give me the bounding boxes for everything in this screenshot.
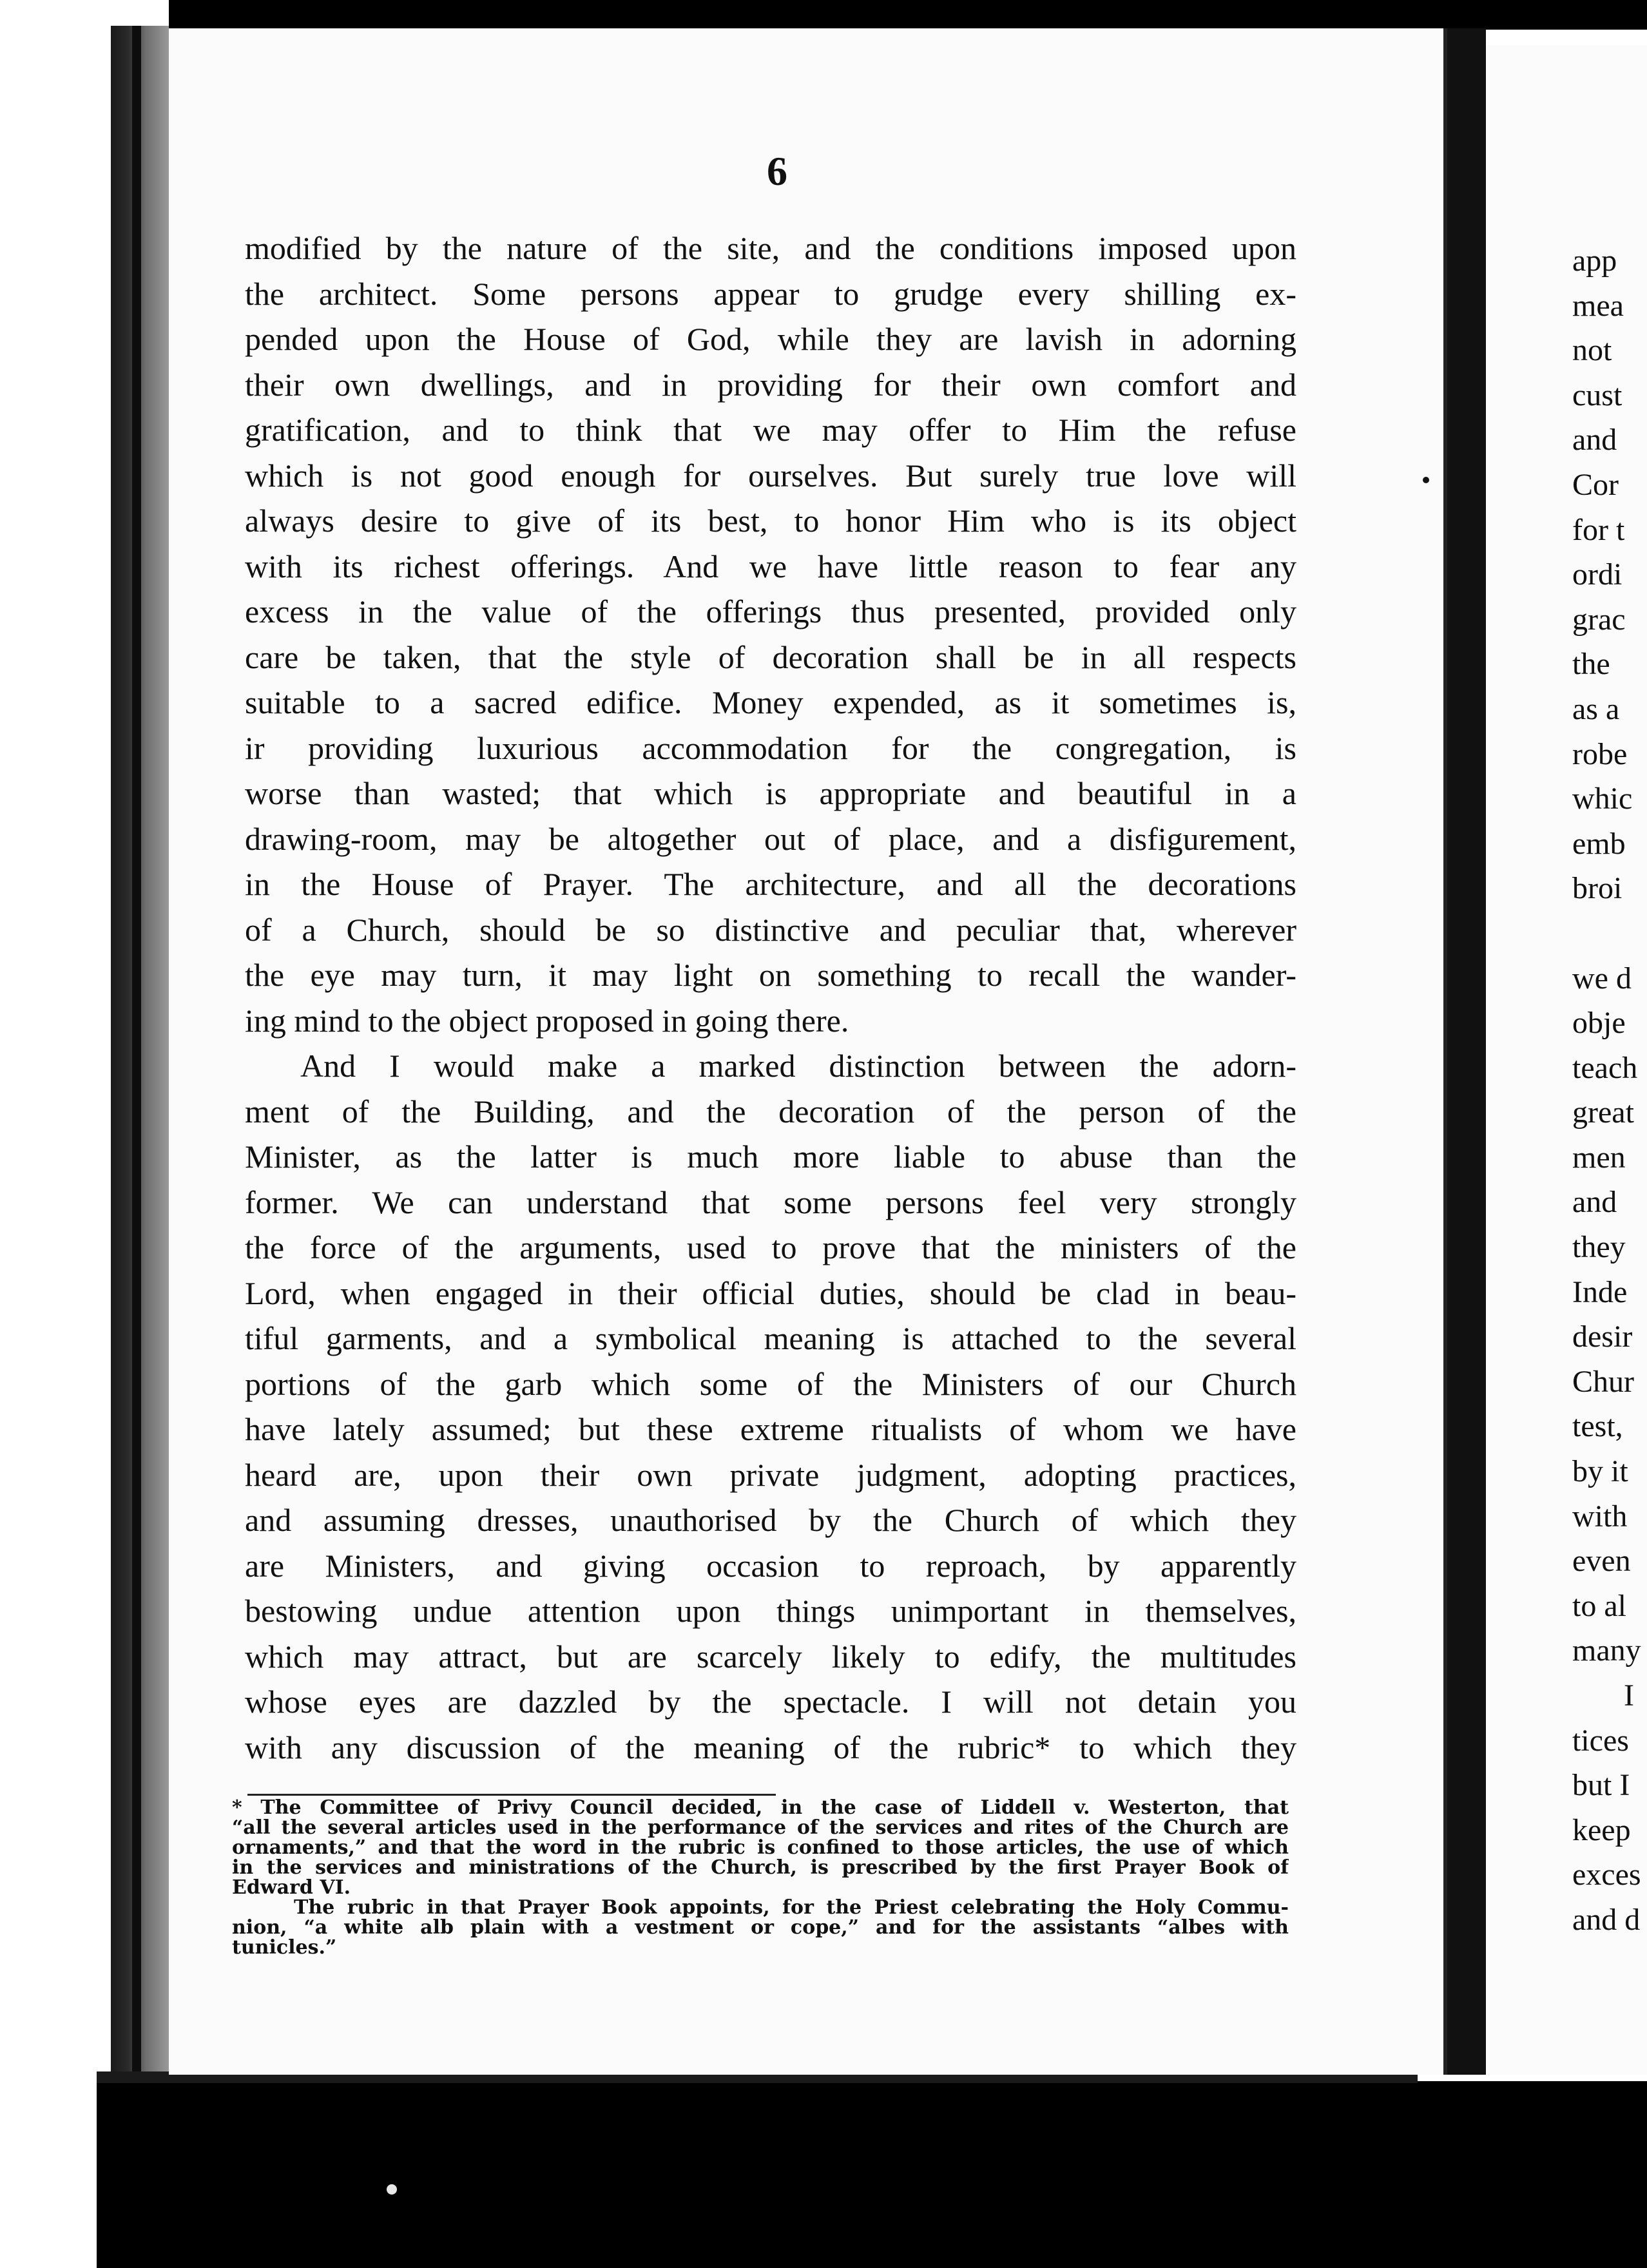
footnote-line: tunicles.” — [232, 1937, 337, 1957]
text-line: and assuming dresses, unauthorised by the Church of which they — [245, 1502, 1296, 1538]
text-line: ing mind to the object proposed in going there. — [245, 1002, 849, 1039]
facing-line: mea — [1572, 288, 1624, 323]
text-line: are Ministers, and giving occasion to reproach, by apparently — [245, 1547, 1296, 1584]
text-line: former. We can understand that some persons feel very strongly — [245, 1184, 1296, 1220]
scan-bottom-border — [97, 2081, 1647, 2268]
facing-line: we d — [1572, 961, 1632, 995]
facing-line: Cor — [1572, 467, 1619, 502]
facing-line: test, — [1572, 1409, 1623, 1444]
facing-line: I — [1624, 1678, 1634, 1713]
text-line: have lately assumed; but these extreme ritualists of whom we have — [245, 1411, 1296, 1447]
facing-line: emb — [1572, 826, 1626, 861]
footnote-line: The rubric in that Prayer Book appoints, for the Priest celebrating the Holy Commu- — [294, 1898, 1289, 1917]
text-line: ment of the Building, and the decoration of the person of the — [245, 1093, 1296, 1129]
facing-line: tices — [1572, 1723, 1629, 1758]
facing-line — [1572, 911, 1647, 956]
text-line: portions of the garb which some of the Ministers of our Church — [245, 1365, 1296, 1402]
facing-line: Chur — [1572, 1364, 1634, 1399]
facing-line: app — [1572, 244, 1617, 278]
margin-mark — [1423, 477, 1429, 483]
text-line: with its richest offerings. And we have little reason to fear any — [245, 548, 1296, 584]
facing-line: many — [1572, 1633, 1641, 1668]
text-line: worse than wasted; that which is appropriate and beautiful in a — [245, 775, 1296, 811]
text-line: ir providing luxurious accommodation for the congregation, is — [245, 729, 1296, 766]
scan-top-border — [169, 0, 1647, 30]
page-gutter — [1447, 28, 1486, 2075]
facing-line: as a — [1572, 691, 1620, 726]
text-line: in the House of Prayer. The architecture, and all the decorations — [245, 866, 1296, 902]
text-line: drawing-room, may be altogether out of place, and a disfigurement, — [245, 820, 1296, 857]
text-line: which may attract, but are scarcely likely to edify, the multitudes — [245, 1638, 1296, 1675]
facing-line: robe — [1572, 736, 1628, 771]
text-line: which is not good enough for ourselves. But surely true love will — [245, 457, 1296, 494]
facing-line: obje — [1572, 1006, 1626, 1041]
facing-line: teach — [1572, 1050, 1638, 1085]
text-line: of a Church, should be so distinctive and peculiar that, wherever — [245, 911, 1296, 948]
text-line: their own dwellings, and in providing for their own comfort and — [245, 366, 1296, 403]
text-line: care be taken, that the style of decoration shall be in all respects — [245, 639, 1296, 675]
facing-line: even — [1572, 1544, 1631, 1579]
facing-line: great — [1572, 1095, 1634, 1130]
text-line: with any discussion of the meaning of the rubric* to which they — [245, 1729, 1296, 1765]
text-line: heard are, upon their own private judgment, adopting practices, — [245, 1456, 1296, 1493]
footnote-line: nion, “a white alb plain with a vestment or cope,” and for the assistants “albes with — [232, 1917, 1289, 1937]
text-line: the architect. Some persons appear to grudge every shilling ex- — [245, 275, 1296, 312]
facing-line: whic — [1572, 782, 1633, 816]
facing-line: cust — [1572, 378, 1623, 412]
text-line: pended upon the House of God, while they are lavish in adorning — [245, 321, 1296, 357]
text-line: gratification, and to think that we may offer to Him the refuse — [245, 412, 1296, 448]
text-line: tiful garments, and a symbolical meaning is attached to the several — [245, 1320, 1296, 1356]
text-line: excess in the value of the offerings thus presented, provided only — [245, 593, 1296, 629]
facing-line: desir — [1572, 1320, 1633, 1354]
facing-line: not — [1572, 333, 1612, 368]
facing-line: Inde — [1572, 1274, 1628, 1309]
text-line: Minister, as the latter is much more liable to abuse than the — [245, 1139, 1296, 1175]
text-line: Lord, when engaged in their official duties, should be clad in beau- — [245, 1274, 1296, 1311]
facing-line: but I — [1572, 1768, 1630, 1803]
facing-line: for t — [1572, 512, 1625, 547]
book-binding-edge — [132, 26, 141, 2081]
facing-line: grac — [1572, 602, 1626, 637]
text-line: suitable to a sacred edifice. Money expended, as it sometimes is, — [245, 684, 1296, 720]
text-line: bestowing undue attention upon things unimportant in themselves, — [245, 1593, 1296, 1629]
text-line: always desire to give of its best, to honor Him who is its object — [245, 503, 1296, 539]
text-line: the force of the arguments, used to prove that the ministers of the — [245, 1229, 1296, 1265]
facing-line: exces — [1572, 1858, 1641, 1892]
footnote-line: “all the several articles used in the performance of the services and rites of the Church are — [232, 1818, 1289, 1838]
footnote — [232, 1798, 1289, 1957]
text-line: the eye may turn, it may light on something to recall the wander- — [245, 957, 1296, 993]
margin-mark — [387, 2184, 397, 2195]
text-line: And I would make a marked distinction between the adorn- — [300, 1048, 1296, 1084]
facing-line: with — [1572, 1499, 1628, 1533]
facing-line: to al — [1572, 1588, 1626, 1623]
page-number: 6 — [767, 148, 787, 194]
facing-line: by it — [1572, 1454, 1628, 1489]
footnote-line: in the services and ministrations of the Church, is prescribed by the first Prayer Book of — [232, 1858, 1289, 1878]
facing-line: the — [1572, 647, 1610, 682]
facing-line: keep — [1572, 1812, 1631, 1847]
facing-line: and d — [1572, 1902, 1641, 1937]
facing-line: and — [1572, 423, 1617, 457]
facing-line: ordi — [1572, 557, 1623, 592]
footnote-line: Edward VI. — [232, 1878, 351, 1898]
body-text — [245, 226, 1296, 1770]
footnote-line: ornaments,” and that the word in the rubric is confined to those articles, the use of which — [232, 1838, 1289, 1858]
facing-line: and — [1572, 1185, 1617, 1220]
text-line: whose eyes are dazzled by the spectacle. I will not detain you — [245, 1684, 1296, 1720]
facing-line: broi — [1572, 871, 1623, 906]
footnote-rule — [247, 1794, 776, 1796]
facing-page-text — [1572, 238, 1647, 1943]
facing-line: men — [1572, 1140, 1626, 1175]
facing-line: they — [1572, 1230, 1626, 1265]
text-line: modified by the nature of the site, and the conditions imposed upon — [245, 230, 1296, 266]
footnote-line: * The Committee of Privy Council decided, in the case of Liddell v. Westerton, that — [232, 1798, 1289, 1818]
